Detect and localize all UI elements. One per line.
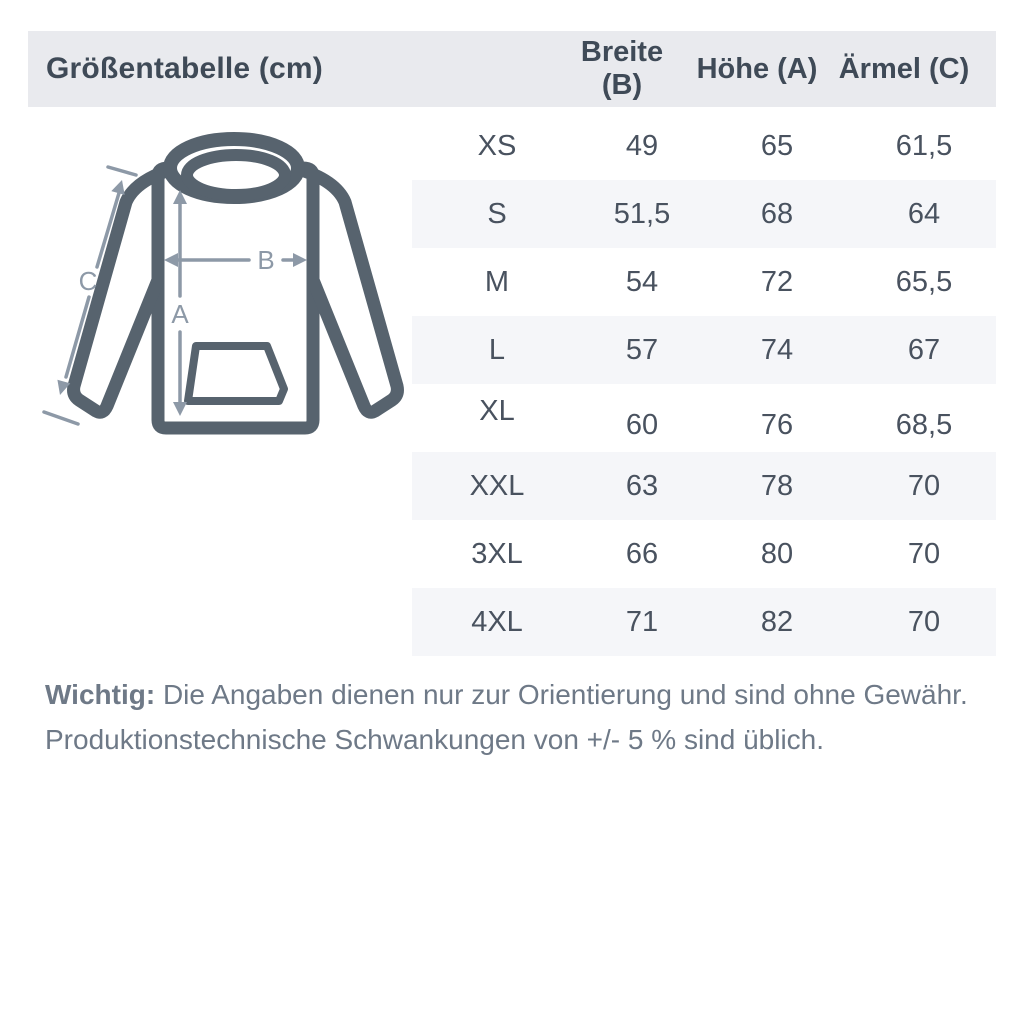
- value-cell-aermel: 64: [907, 197, 941, 230]
- column-headers: [562, 36, 996, 102]
- value-cell-aermel: 67: [907, 333, 941, 366]
- size-table: [412, 112, 996, 656]
- value-cell-hoehe: 68: [760, 197, 794, 230]
- value-cell-breite: 63: [625, 469, 659, 502]
- page-title: Größentabelle (cm): [46, 52, 323, 85]
- size-table-body: [412, 112, 996, 656]
- value-cell-breite: 51,5: [613, 197, 671, 230]
- table-row: [412, 384, 996, 452]
- table-row: [412, 588, 996, 656]
- value-cell-aermel: 70: [907, 605, 941, 638]
- dimension-label-a: A: [171, 299, 189, 329]
- value-cell-hoehe: 80: [760, 537, 794, 570]
- table-row: [412, 112, 996, 180]
- value-cell-breite: 54: [625, 265, 659, 298]
- table-row: [412, 248, 996, 316]
- value-cell-aermel: 70: [907, 537, 941, 570]
- value-cell-hoehe: 76: [760, 408, 794, 441]
- dimension-label-c: C: [78, 266, 98, 296]
- hoodie-diagram: [30, 118, 420, 463]
- value-cell-aermel: 61,5: [895, 129, 953, 162]
- size-label: S: [487, 197, 507, 230]
- value-cell-breite: 49: [625, 129, 659, 162]
- value-cell-breite: 66: [625, 537, 659, 570]
- hoodie-measurement-illustration: [30, 118, 420, 463]
- value-cell-hoehe: 65: [760, 129, 794, 162]
- note-label: Wichtig:: [45, 679, 156, 710]
- hoodie-pocket: [188, 346, 284, 401]
- size-chart-header: [28, 31, 996, 107]
- value-cell-hoehe: 74: [760, 333, 794, 366]
- value-cell-aermel: 68,5: [895, 408, 953, 441]
- size-label: XXL: [469, 469, 525, 502]
- value-cell-breite: 60: [625, 408, 659, 441]
- size-label: 3XL: [471, 537, 523, 570]
- table-row: [412, 316, 996, 384]
- size-label: XL: [479, 394, 515, 427]
- disclaimer-note: [45, 672, 985, 762]
- size-label: 4XL: [471, 605, 523, 638]
- dimension-label-b: B: [257, 245, 275, 275]
- value-cell-hoehe: 82: [760, 605, 794, 638]
- value-cell-hoehe: 72: [760, 265, 794, 298]
- column-header-aermel: Ärmel (C): [838, 52, 970, 85]
- value-cell-aermel: 65,5: [895, 265, 953, 298]
- table-row: [412, 520, 996, 588]
- table-row: [412, 452, 996, 520]
- column-header-breite: Breite (B): [580, 36, 664, 101]
- note-line1: Die Angaben dienen nur zur Orientierung und sind ohne Gewähr.: [155, 679, 968, 710]
- size-label: L: [488, 333, 506, 366]
- size-label: M: [484, 265, 510, 298]
- value-cell-aermel: 70: [907, 469, 941, 502]
- column-header-hoehe: Höhe (A): [696, 52, 818, 85]
- size-label: XS: [477, 129, 517, 162]
- value-cell-breite: 57: [625, 333, 659, 366]
- value-cell-breite: 71: [625, 605, 659, 638]
- value-cell-hoehe: 78: [760, 469, 794, 502]
- note-line2: Produktionstechnische Schwankungen von +/- 5 % sind üblich.: [45, 724, 825, 755]
- table-row: [412, 180, 996, 248]
